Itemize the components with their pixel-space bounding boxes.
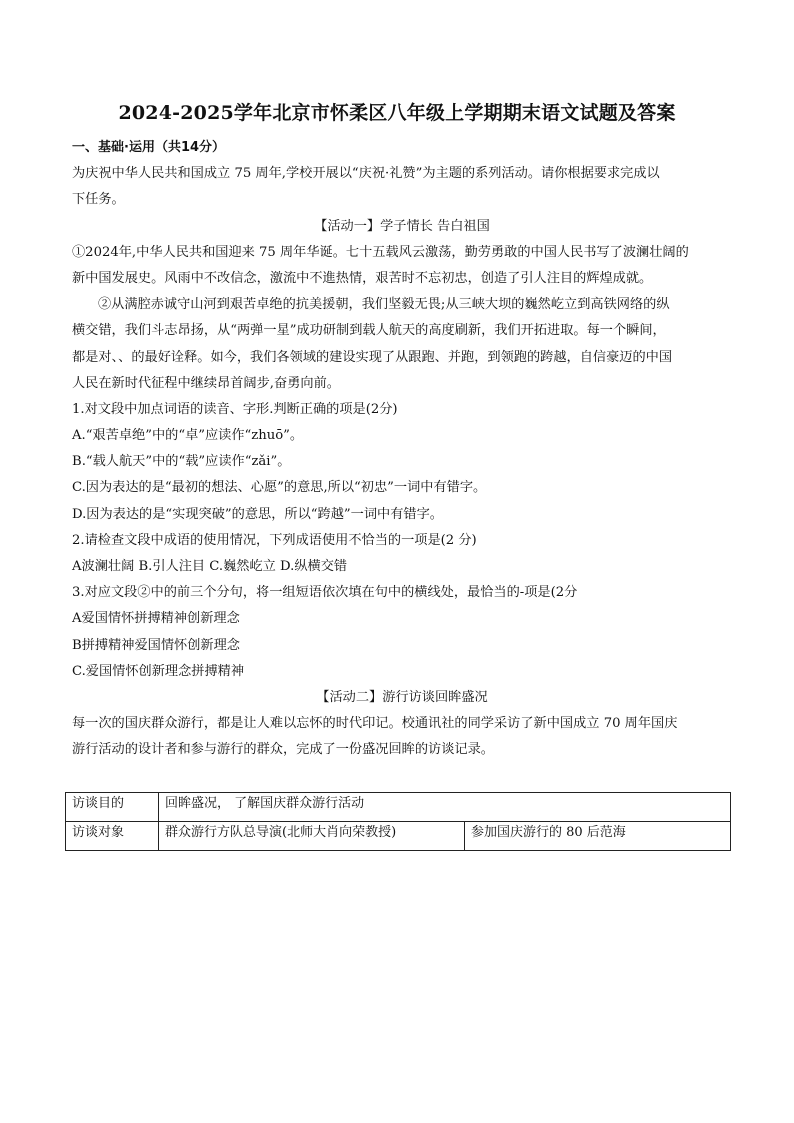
question-stem: 3.对应文段②中的前三个分句，将一组短语依次填在句中的横线处，最恰当的-项是(2分 <box>72 585 578 601</box>
activity1-heading: 【活动一】学子情长 告白祖国 <box>314 218 490 234</box>
activity1-para2-line: 人民在新时代征程中继续昂首阔步,奋勇向前。 <box>72 375 340 391</box>
question-option: B.“载人航天”中的“载”应读作“zǎi”。 <box>72 454 291 470</box>
activity1-para2-line: ②从满腔赤诚守山河到艰苦卓绝的抗美援朝，我们坚毅无畏;从三峡大坝的巍然屹立到高铁网络的纵 <box>98 297 670 313</box>
activity1-para1-line: ①2024年,中华人民共和国迎来 75 周年华诞。七十五载风云激荡，勤劳勇敢的中国人民书写了波澜壮阔的 <box>72 244 689 260</box>
activity2-intro-line: 游行活动的设计者和参与游行的群众，完成了一份盛况回眸的访谈记录。 <box>72 742 494 758</box>
question-option: D.因为表达的是“实现突破”的意思，所以“跨越”一词中有错字。 <box>72 506 443 522</box>
question-option: A波澜壮阔 B.引人注目 C.巍然屹立 D.纵横交错 <box>72 559 348 574</box>
activity2-heading: 【活动二】游行访谈回眸盛况 <box>316 689 488 705</box>
question-option: A爱国情怀拼搏精神创新理念 <box>72 611 240 627</box>
section-heading: 一、基础·运用（共14分） <box>72 140 226 155</box>
intro-line: 下任务。 <box>72 192 125 208</box>
table-cell: 群众游行方队总导演(北师大肖向荣教授) <box>159 822 465 851</box>
activity2-intro-line: 每一次的国庆群众游行，都是让人难以忘怀的时代印记。校通讯社的同学采访了新中国成立 70 周年国庆 <box>72 716 678 732</box>
table-cell: 参加国庆游行的 80 后范海 <box>465 822 731 851</box>
activity1-para2-line: 横交错，我们斗志昂扬，从“两弹一星”成功研制到载人航天的高度刷新，我们开拓进取。每一个瞬间， <box>72 323 666 339</box>
question-option: A.“艰苦卓绝”中的“卓”应读作“zhuō”。 <box>72 428 304 444</box>
document-body <box>72 135 732 764</box>
question-stem: 1.对文段中加点词语的读音、字形.判断正确的项是(2分) <box>72 401 398 417</box>
intro-line: 为庆祝中华人民共和国成立 75 周年,学校开展以“庆祝·礼赞”为主题的系列活动。请你根据要求完成以 <box>72 166 660 182</box>
question-option: C.因为表达的是“最初的想法、心愿”的意思,所以“初忠”一词中有错字。 <box>72 480 487 496</box>
page-title: 2024-2025学年北京市怀柔区八年级上学期期末语文试题及答案 <box>118 102 676 124</box>
question-option: B拼搏精神爱国情怀创新理念 <box>72 637 240 653</box>
question-stem: 2.请检查文段中成语的使用情况，下列成语使用不恰当的一项是(2 分) <box>72 532 477 548</box>
table-cell: 回眸盛况， 了解国庆群众游行活动 <box>159 793 731 822</box>
table-row <box>66 793 731 822</box>
activity1-para2-line: 都是对、、的最好诠释。如今，我们各领域的建设实现了从跟跑、并跑，到领跑的跨越，自信豪迈的中国 <box>72 349 673 365</box>
activity1-para1-line: 新中国发展史。风雨中不改信念，激流中不進热情，艰苦时不忘初忠，创造了引人注目的辉煌成就。 <box>72 270 653 286</box>
table-cell-label: 访谈目的 <box>66 793 159 822</box>
question-option: C.爱国情怀创新理念拼搏精神 <box>72 663 245 679</box>
interview-table <box>65 792 731 851</box>
table-cell-label: 访谈对象 <box>66 822 159 851</box>
table-row <box>66 822 731 851</box>
